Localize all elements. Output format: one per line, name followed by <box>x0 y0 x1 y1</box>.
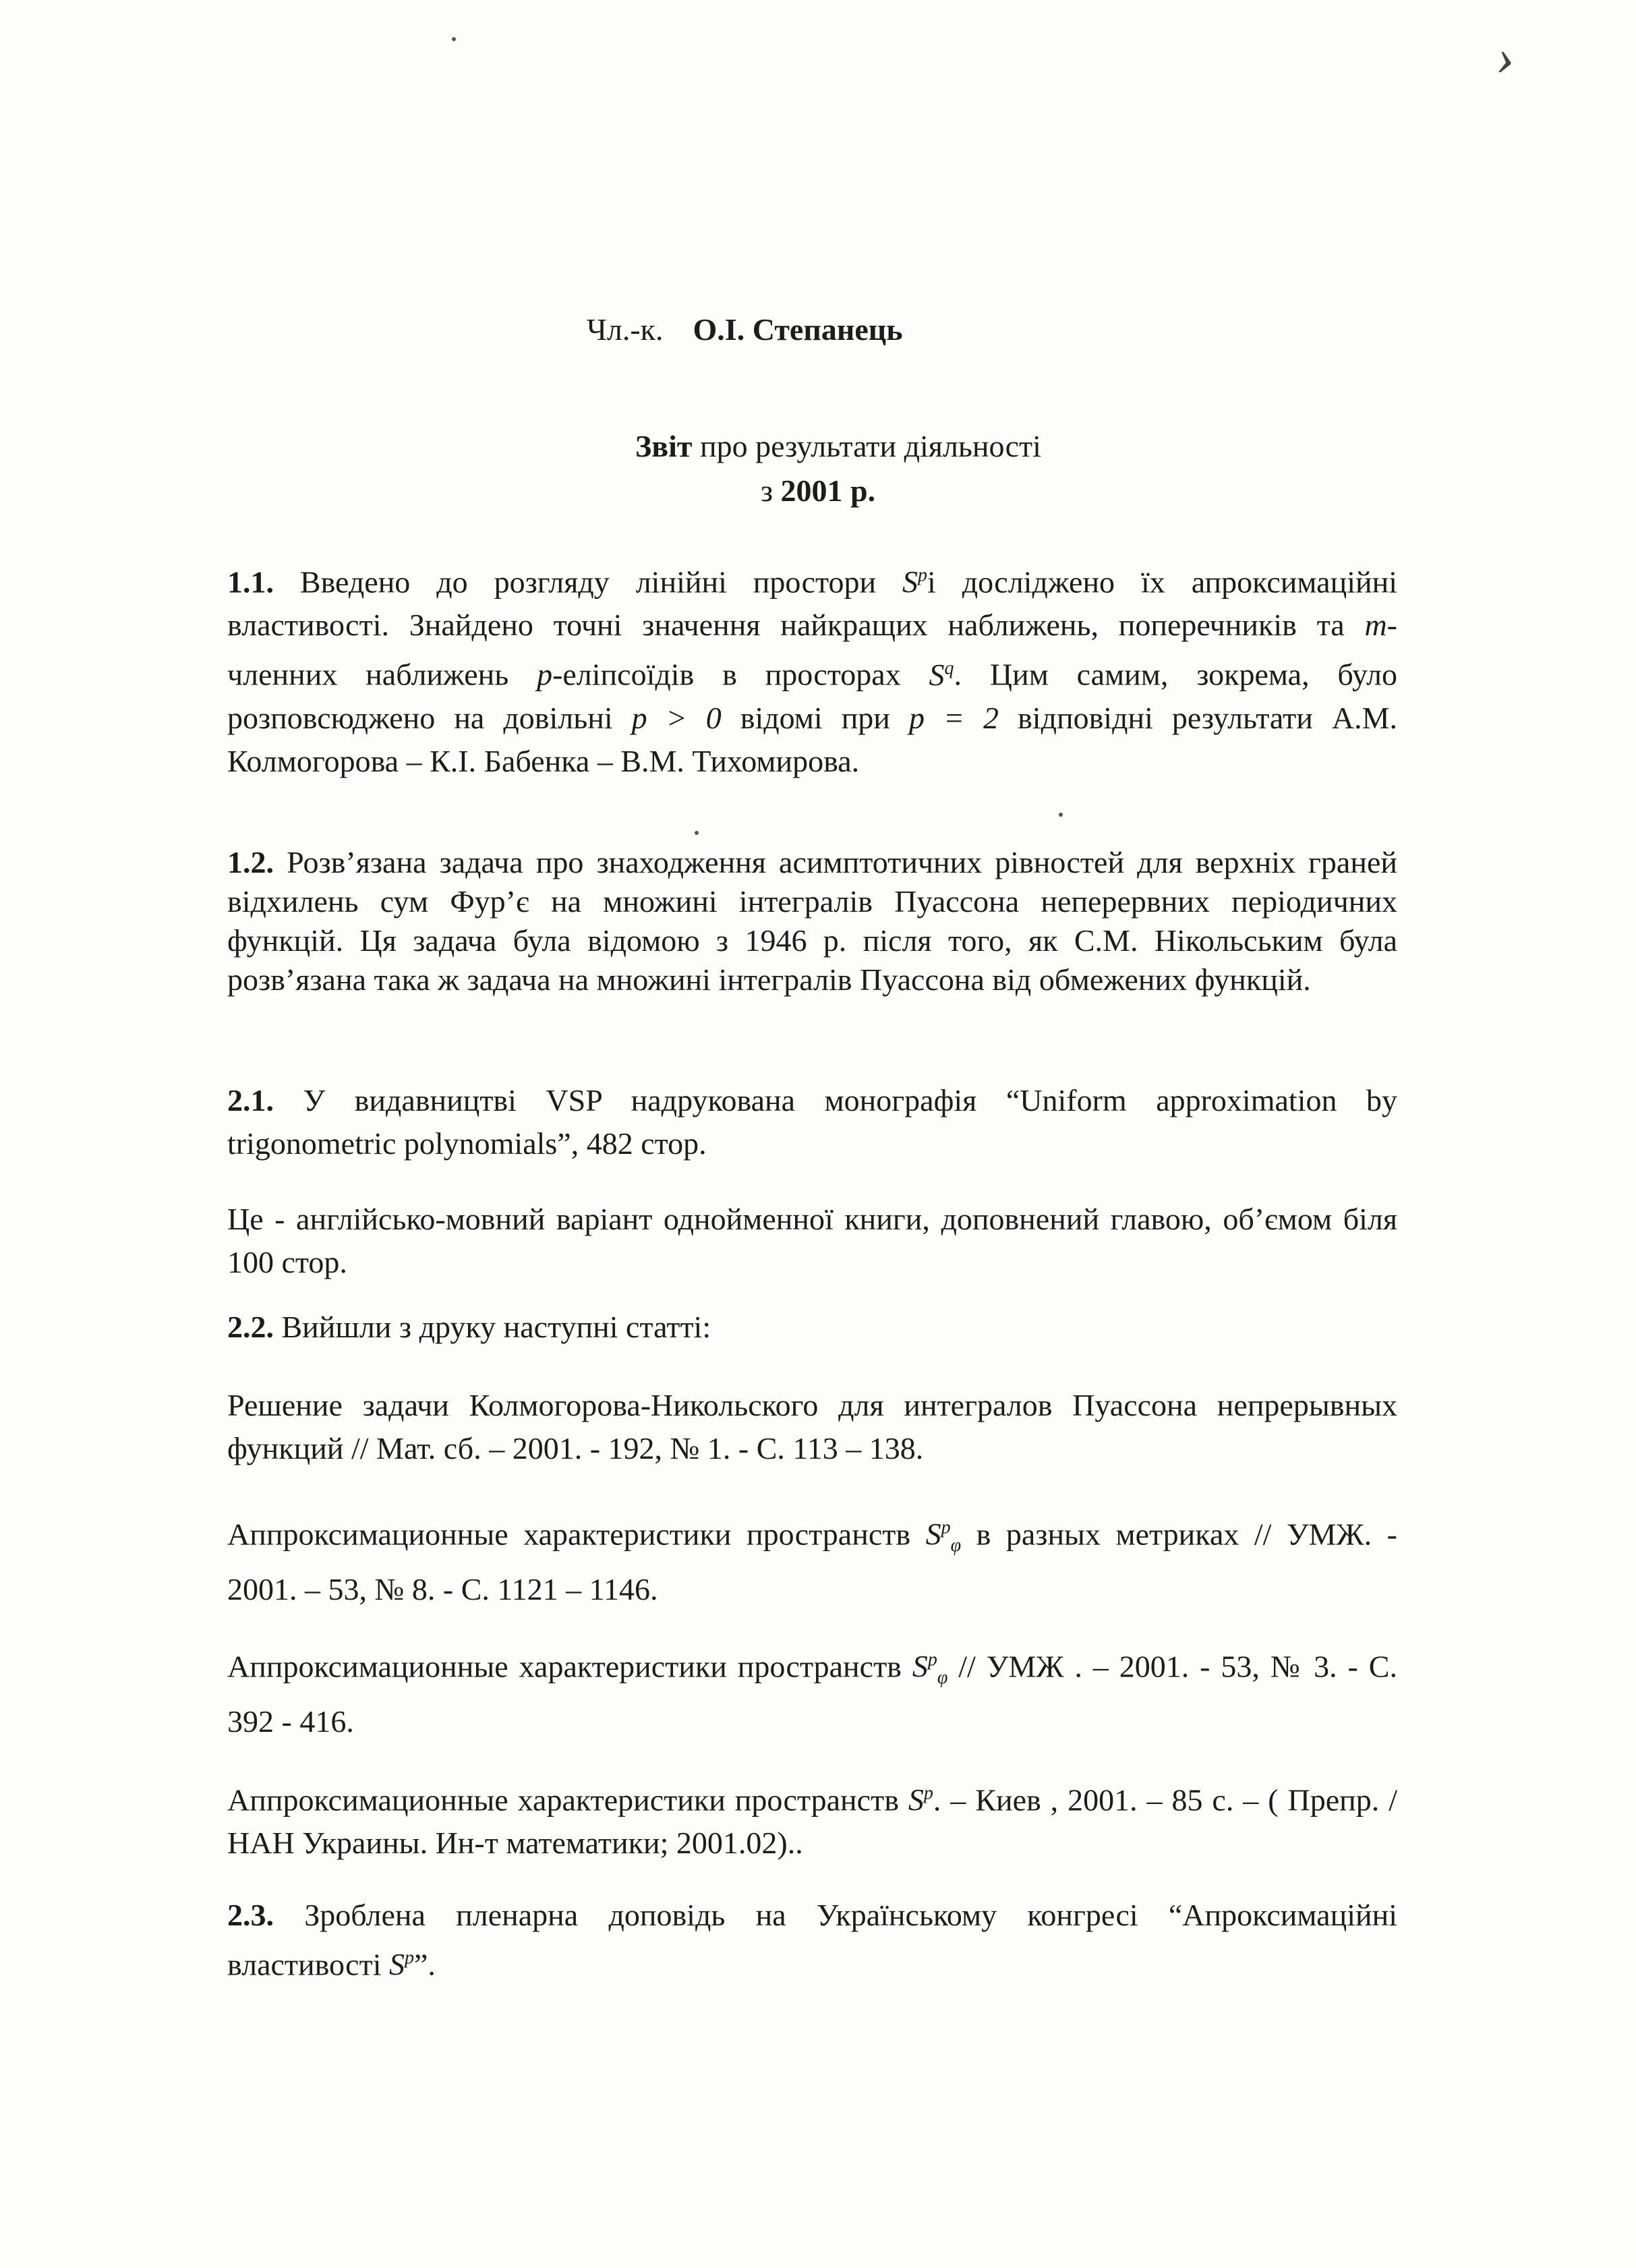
math-p-gt-0: p > 0 <box>631 700 722 735</box>
section-text: відповідні результати А.М. Колмогорова – К.І. Бабенка – В.М. Тихомирова. <box>227 700 1398 778</box>
section-text: відомі при <box>721 700 909 735</box>
reference-4 <box>227 1772 1397 1865</box>
reference-1 <box>227 1384 1397 1470</box>
section-text: Введено до розгляду лінійні простори <box>274 564 903 600</box>
report-year-line <box>0 469 1636 513</box>
reference-text: Аппроксимационные характеристики пространств <box>227 1649 912 1684</box>
section-1-1 <box>227 554 1397 783</box>
math-S-phi-p: $S^p_\varphi$ <box>912 1649 948 1689</box>
math-S-p: $S^p$ <box>908 1782 933 1818</box>
reference-text: // УМЖ . – 2001. - 53, № 3. - С. 392 - 416. <box>227 1649 1397 1739</box>
scan-speck <box>695 831 699 835</box>
author-prefix: Чл.-к. <box>587 312 664 347</box>
section-text: ”. <box>413 1947 436 1982</box>
title-bold-word: Звіт <box>635 429 693 463</box>
section-number: 1.1. <box>227 564 274 600</box>
math-S-p: $S^p$ <box>388 1947 414 1982</box>
year-prefix: з <box>760 473 781 508</box>
section-number: 2.3. <box>227 1898 274 1932</box>
section-text: Це - англійсько-мовний варіант однойменної книги, доповнений главою, об’ємом біля 100 стор. <box>227 1202 1397 1279</box>
reference-text: Решение задачи Колмогорова-Никольского для интегралов Пуассона непрерывных функций // Мат. сб. – 2001. - 192, № 1. - С. 113 – 138. <box>227 1388 1397 1465</box>
section-text: Розв’язана задача про знаходження асимптотичних рівностей для верхніх граней відхилень сум Фур’є на множині інтегралів Пуассона неперервних періодичних функцій. Ця задача була відомою з 1946 р. після того, як С.М. Нікольським була розв’язана така ж задача на множині інтегралів Пуассона від обмежених функцій. <box>227 845 1397 997</box>
section-2-1 <box>227 1079 1397 1165</box>
reference-text: Аппроксимационные характеристики пространств <box>227 1517 926 1552</box>
section-2-3 <box>227 1894 1397 1986</box>
title-rest: про результати діяльності <box>692 429 1041 463</box>
section-text: Вийшли з друку наступні статті: <box>274 1310 711 1344</box>
math-S-phi-p: $S^p_\varphi$ <box>925 1517 962 1557</box>
math-p: p <box>537 657 553 692</box>
scan-speck <box>452 37 456 41</box>
scan-speck <box>1059 813 1063 817</box>
report-title <box>0 425 1636 468</box>
report-year: 2001 р. <box>780 473 876 508</box>
section-text: . Цим самим, зокрема, було розповсюджено на довільні <box>227 657 1397 735</box>
section-2-2 <box>227 1306 1397 1349</box>
section-text: У видавництві VSP надрукована монографія “Uniform approximation by trigonometric polynomials”, 482 стор. <box>227 1083 1397 1161</box>
math-S-q: $S^q$ <box>929 657 954 692</box>
author-line <box>587 312 903 347</box>
reference-text: в разных метриках // УМЖ. - 2001. – 53, № 8. - С. 1121 – 1146. <box>227 1517 1397 1606</box>
reference-text: Аппроксимационные характеристики пространств <box>227 1782 908 1818</box>
author-name: О.І. Степанець <box>693 312 903 347</box>
math-S-p: $S^p$ <box>902 564 928 600</box>
math-p-eq-2: p = 2 <box>908 700 999 735</box>
section-number: 2.2. <box>227 1310 274 1344</box>
reference-text: . – Киев , 2001. – 85 с. – ( Препр. / НАН Украины. Ин-т математики; 2001.02).. <box>227 1782 1397 1861</box>
reference-2 <box>227 1507 1397 1611</box>
section-2-1-note <box>227 1198 1397 1284</box>
section-text: -членних наближень <box>227 608 1397 692</box>
math-m: m <box>1364 608 1387 643</box>
section-text: і досліджено їх апроксимаційні властивості. Знайдено точні значення найкращих наближень, поперечників та <box>227 564 1397 643</box>
section-number: 1.2. <box>227 845 274 879</box>
corner-handwritten-mark: › <box>1493 26 1519 88</box>
section-text: Зроблена пленарна доповідь на Українському конгресі “Апроксимаційні властивості <box>227 1898 1397 1982</box>
reference-3 <box>227 1639 1397 1743</box>
section-number: 2.1. <box>227 1083 274 1117</box>
section-1-2 <box>227 843 1397 999</box>
section-text: -еліпсоїдів в просторах <box>552 657 929 692</box>
